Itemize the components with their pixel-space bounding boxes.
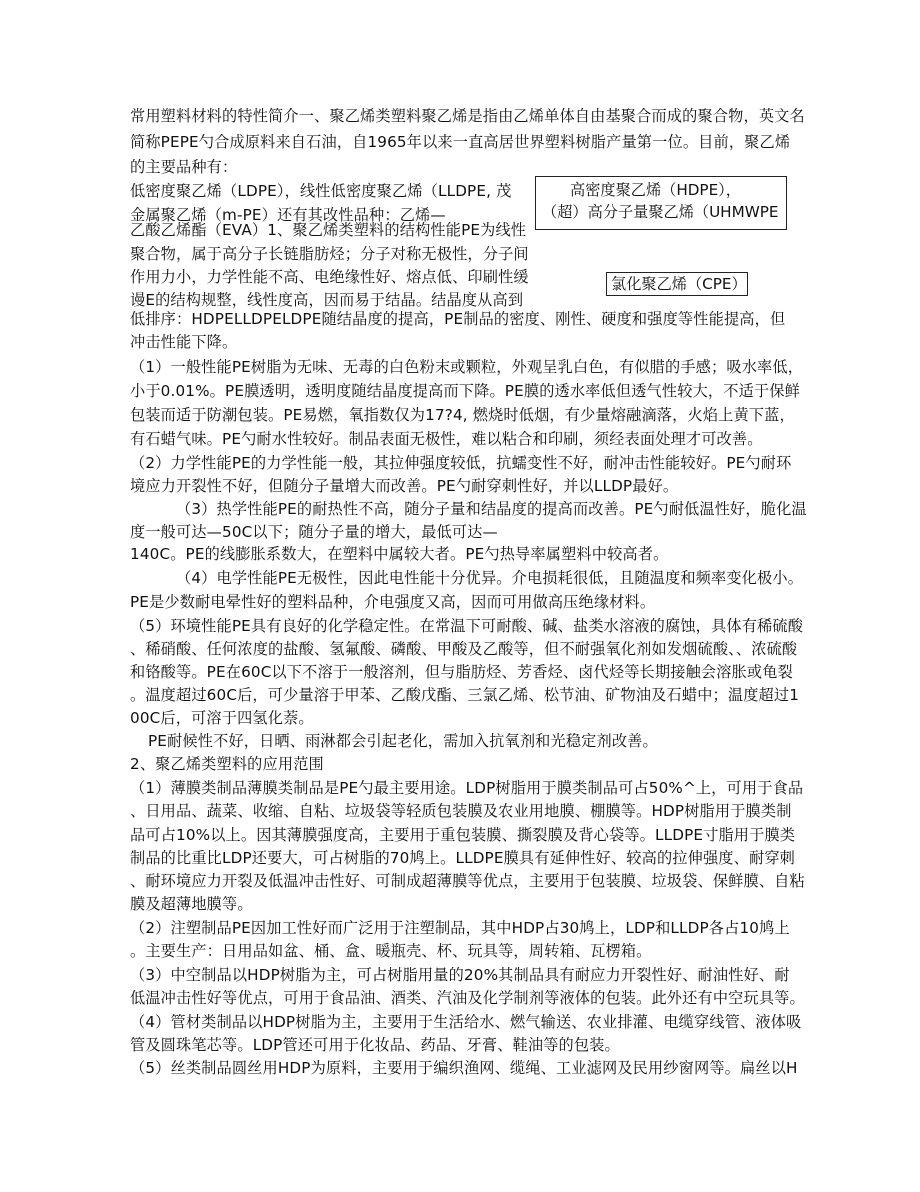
body-line-14: （5）环境性能PE具有良好的化学稳定性。在常温下可耐酸、碱、盐类水溶液的腐蚀，具体有稀硫酸	[130, 617, 804, 635]
intro-line-2: 简称PEPE勺合成原料来自石油，自1965年以来一直高居世界塑料树脂产量第一位。目前，聚乙烯	[130, 133, 791, 151]
cpe-text-box	[606, 272, 748, 296]
body-line-4: 小于0.01%。PE膜透明，透明度随结晶度提高而下降。PE膜的透水率低但透气性较大，不适于保鲜	[130, 382, 800, 400]
body-line-19: PE耐候性不好，日晒、雨淋都会引起老化，需加入抗氧剂和光稳定剂改善。	[148, 732, 658, 750]
body-line-27: （2）注塑制品PE因加工性好而广泛用于注塑制品，其中HDP占30鸠上，LDP和LLDP各占10鸠上	[130, 919, 790, 937]
hdpe-text-box	[535, 176, 787, 230]
left-col-line-3: 乙酸乙烯酯（EVA）1、聚乙烯类塑料的结构性能PE为线性	[130, 221, 527, 239]
left-col-line-4: 聚合物，属于高分子长链脂肪烃；分子对称无极性，分子间	[130, 245, 529, 263]
body-line-8: 境应力开裂性不好，但随分子量增大而改善。PE勺耐穿刺性好，并以LLDP最好。	[130, 477, 679, 495]
body-line-1: 低排序：HDPELLDPELDPE随结晶度的提高，PE制品的密度、刚性、硬度和强度等性能提高，但	[130, 310, 786, 328]
section-heading-2: 2、聚乙烯类塑料的应用范围	[130, 755, 324, 773]
body-line-5: 包装而适于防潮包装。PE易燃，氧指数仅为17?4, 燃烧时低烟，有少量熔融滴落，火焰上黄下蓝，	[130, 406, 795, 424]
body-line-22: 、日用品、蔬菜、收缩、自粘、垃圾袋等轻质包装膜及农业用地膜、棚膜等。HDP树脂用于膜类制	[130, 802, 792, 820]
body-line-2: 冲击性能下降。	[130, 333, 238, 351]
body-line-17: 。温度超过60C后，可少量溶于甲苯、乙酸戊酯、三氯乙烯、松节油、矿物油及石蜡中；温度超过1	[130, 686, 800, 704]
body-line-29: （3）中空制品以HDP树脂为主，可占树脂用量的20%其制品具有耐应力开裂性好、耐油性好、耐	[130, 966, 790, 984]
body-line-13: PE是少数耐电晕性好的塑料品种，介电强度又高，因而可用做高压绝缘材料。	[130, 593, 656, 611]
body-line-32: 管及圆珠笔芯等。LDP管还可用于化妆品、药品、牙膏、鞋油等的包装。	[130, 1036, 620, 1054]
body-line-10: 度一般可达—50C以下；随分子量的增大，最低可达—	[130, 523, 498, 541]
body-line-18: 00C后，可溶于四氢化萘。	[130, 709, 314, 727]
body-line-26: 膜及超薄地膜等。	[130, 895, 253, 913]
body-line-23: 品可占10%以上。因其薄膜强度高，主要用于重包装膜、撕裂膜及背心袋等。LLDPE寸脂用于膜类	[130, 826, 796, 844]
left-col-line-6: 谩E的结构规整，线性度高，因而易于结晶。结晶度从高到	[130, 291, 524, 309]
body-line-6: 有石蜡气味。PE勺耐水性较好。制品表面无极性，难以粘合和印刷，须经表面处理才可改善。	[130, 430, 763, 448]
left-col-line-2: 金属聚乙烯（m-PE）还有其改性品种：乙烯—	[130, 206, 446, 224]
intro-line-3: 的主要品种有：	[130, 158, 238, 176]
body-line-15: 、稀硝酸、任何浓度的盐酸、氢氟酸、磷酸、甲酸及乙酸等，但不耐强氧化剂如发烟硫酸、、浓硫酸	[130, 640, 798, 658]
body-line-28: 。主要生产：日用品如盆、桶、盒、暖瓶壳、杯、玩具等，周转箱、瓦楞箱。	[130, 942, 652, 960]
body-line-33: （5）丝类制品圆丝用HDP为原料，主要用于编织渔网、缆绳、工业滤网及民用纱窗网等。扁丝以H	[130, 1059, 798, 1077]
body-line-16: 和铬酸等。PE在60C以下不溶于一般溶剂，但与脂肪烃、芳香烃、卤代烃等长期接触会溶胀或龟裂	[130, 663, 793, 681]
left-col-line-1: 低密度聚乙烯（LDPE），线性低密度聚乙烯（LLDPE, 茂	[130, 182, 512, 200]
body-line-24: 制品的比重比LDP还要大，可占树脂的70鸠上。LLDPE膜具有延伸性好、较高的拉伸强度、耐穿刺	[130, 849, 795, 867]
hdpe-box-line-1: 高密度聚乙烯（HDPE），	[570, 181, 741, 199]
cpe-box-label: 氯化聚乙烯（CPE）	[611, 275, 747, 293]
body-line-25: 、耐环境应力开裂及低温冲击性好、可制成超薄膜等优点，主要用于包装膜、垃圾袋、保鲜膜、自粘	[130, 872, 805, 890]
body-line-9: （3）热学性能PE的耐热性不高，随分子量和结晶度的提高而改善。PE勺耐低温性好，脆化温	[176, 500, 807, 518]
body-line-30: 低温冲击性好等优点，可用于食品油、酒类、汽油及化学制剂等液体的包装。此外还有中空玩具等。	[130, 989, 805, 1007]
body-line-7: （2）力学性能PE的力学性能一般，其拉伸强度较低，抗蠕变性不好，耐冲击性能较好。PE勺耐环	[130, 454, 792, 472]
hdpe-box-line-2: （超）高分子量聚乙烯（UHMWPE	[542, 203, 779, 221]
body-line-31: （4）管材类制品以HDP树脂为主，主要用于生活给水、燃气输送、农业排灌、电缆穿线管、液体吸	[130, 1013, 802, 1031]
body-line-3: （1）一般性能PE树脂为无味、无毒的白色粉末或颗粒，外观呈乳白色，有似腊的手感；吸水率低，	[130, 358, 804, 376]
intro-line-1: 常用塑料材料的特性简介一、聚乙烯类塑料聚乙烯是指由乙烯单体自由基聚合而成的聚合物，英文名	[130, 107, 805, 125]
left-col-line-5: 作用力小，力学性能不高、电绝缘性好、熔点低、印刷性缓	[130, 268, 529, 286]
body-line-12: （4）电学性能PE无极性，因此电性能十分优异。介电损耗很低，且随温度和频率变化极小。	[176, 569, 804, 587]
body-line-11: 140C。PE的线膨胀系数大，在塑料中属较大者。PE勺热导率属塑料中较高者。	[130, 545, 669, 563]
body-line-21: （1）薄膜类制品薄膜类制品是PE勺最主要用途。LDP树脂用于膜类制品可占50%^上，可用于食品	[130, 779, 804, 797]
